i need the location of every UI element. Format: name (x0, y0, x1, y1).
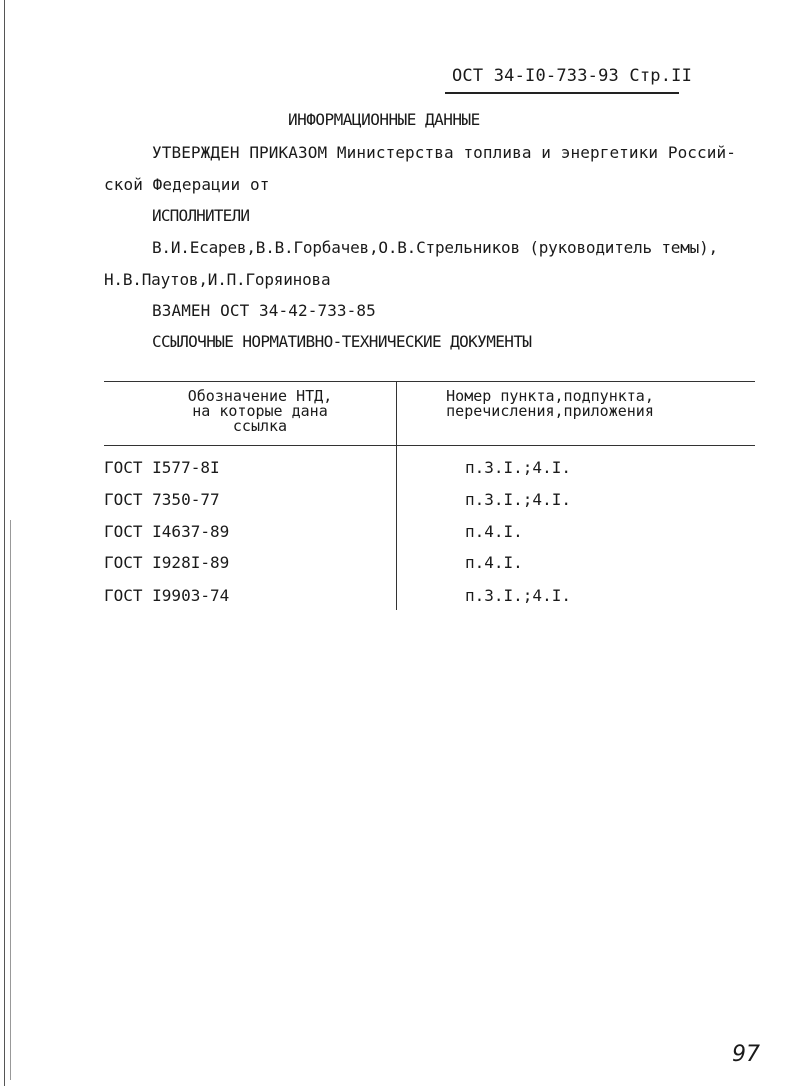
ref-cell: п.3.I.;4.I. (465, 490, 571, 509)
header-line: Обозначение НТД, (187, 387, 333, 405)
ref-cell: п.4.I. (465, 522, 523, 541)
doc-cell: ГОСТ I9903-74 (104, 586, 230, 605)
executors-list: В.И.Есарев,В.В.Горбачев,О.В.Стрельников (руководитель темы), (152, 238, 718, 257)
doc-cell: ГОСТ I928I-89 (104, 553, 230, 572)
approved-line-cont: ской Федерации от (104, 175, 270, 194)
ref-cell: п.3.I.;4.I. (465, 458, 571, 477)
table-top-rule (104, 381, 755, 382)
page-title: ИНФОРМАЦИОННЫЕ ДАННЫЕ (288, 110, 480, 129)
doc-cell: ГОСТ I577-8I (104, 458, 220, 477)
header-line: перечисления,приложения (446, 402, 654, 420)
doc-cell: ГОСТ 7350-77 (104, 490, 220, 509)
header-line: ссылка (232, 417, 288, 435)
header-line: на которые дана (192, 402, 328, 420)
ref-cell: п.3.I.;4.I. (465, 586, 571, 605)
approved-line: УТВЕРЖДЕН ПРИКАЗОМ Министерства топлива и энергетики Россий- (152, 143, 736, 162)
header-line: Номер пункта,подпункта, (446, 387, 654, 405)
executors-heading: ИСПОЛНИТЕЛИ (152, 206, 250, 225)
executors-list-cont: Н.В.Паутов,И.П.Горяинова (104, 270, 331, 289)
binding-edge (4, 0, 5, 1086)
table-column-divider (396, 382, 397, 610)
ref-cell: п.4.I. (465, 553, 523, 572)
document-code-header: ОСТ 34-I0-733-93 Стр.II (452, 66, 693, 86)
page-number: 97 (732, 1042, 760, 1067)
binding-edge-inner (10, 520, 11, 1080)
table-header-clause (420, 389, 680, 419)
table-header-rule (104, 445, 755, 446)
replaces-line: ВЗАМЕН ОСТ 34-42-733-85 (152, 301, 376, 320)
table-header-designation (160, 389, 360, 434)
references-heading: ССЫЛОЧНЫЕ НОРМАТИВНО-ТЕХНИЧЕСКИЕ ДОКУМЕНТЫ (152, 332, 532, 351)
header-underline (445, 92, 679, 94)
doc-cell: ГОСТ I4637-89 (104, 522, 230, 541)
